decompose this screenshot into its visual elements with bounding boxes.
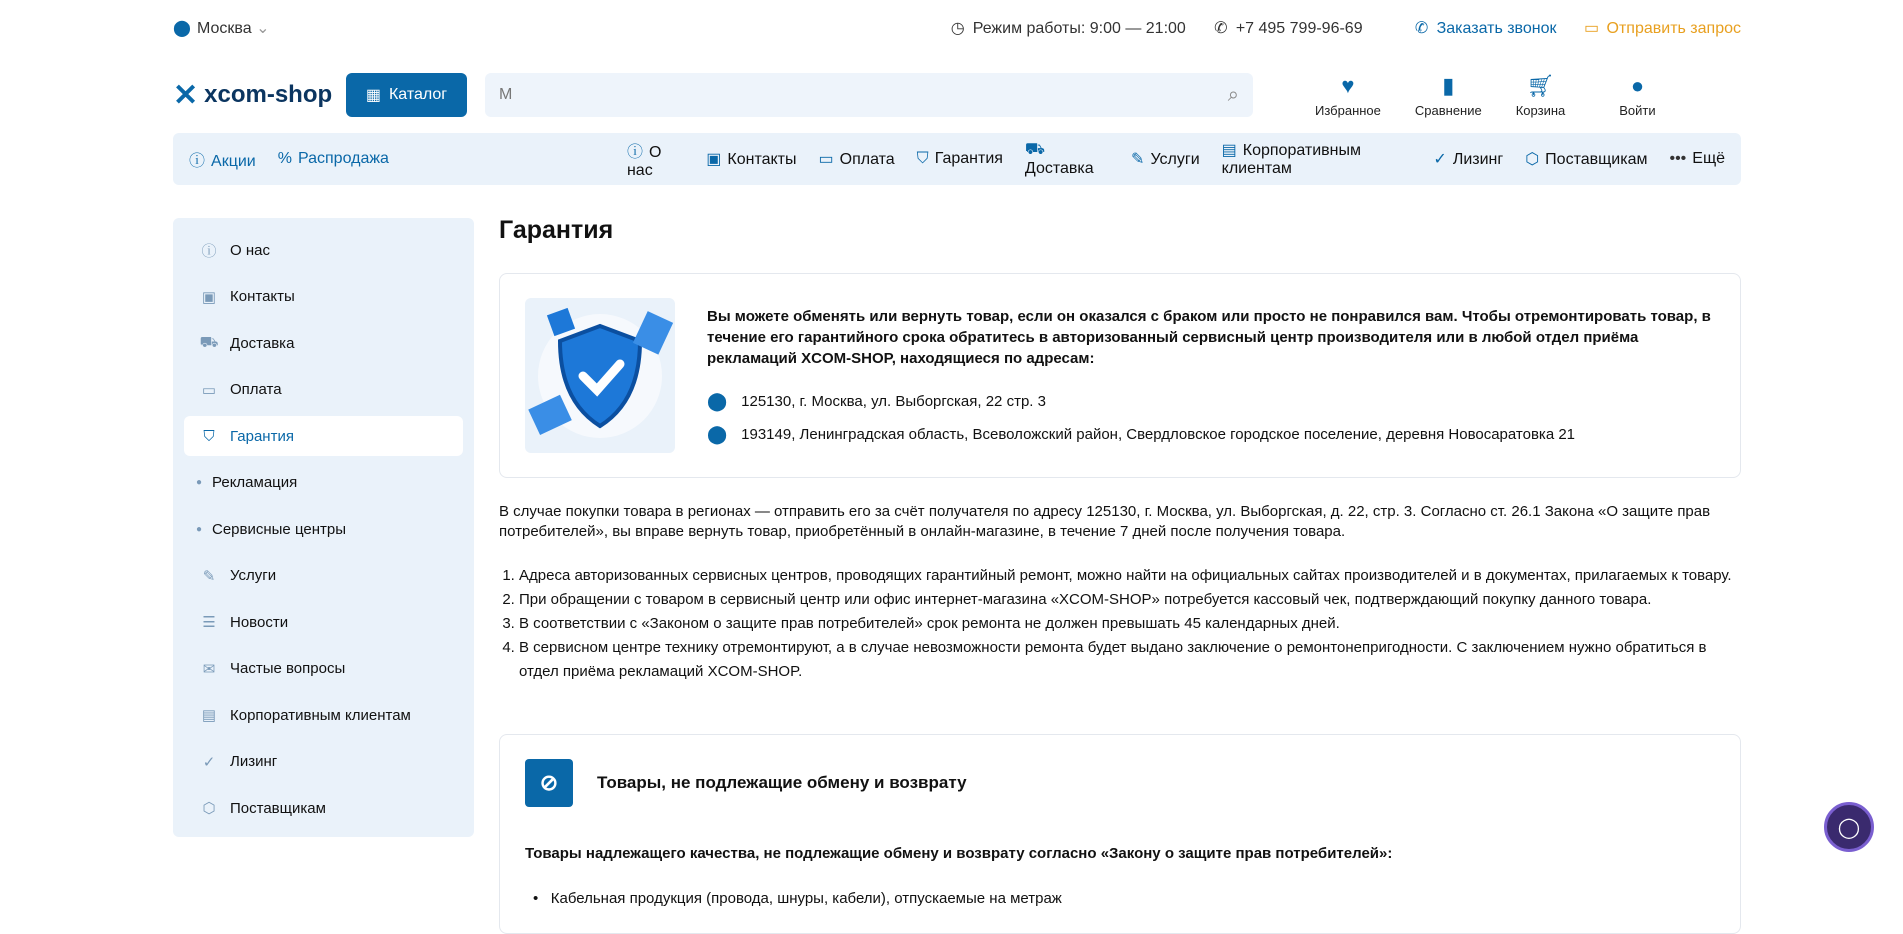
search-icon[interactable]: ⌕ xyxy=(1227,83,1239,106)
nav-sale[interactable]: % Распродажа xyxy=(277,150,389,167)
chat-bubble-icon: ◯ xyxy=(1837,816,1861,839)
sidebar-item[interactable] xyxy=(184,556,463,596)
wrench-icon: ✎ xyxy=(1131,151,1145,168)
list-item: 4. В сервисном центре технику отремонтируют, а в случае невозможности ремонта будет выдано заключение о ремонтонепригодности. С заключением нужно обратиться в отдел приёма рекламаций XCOM-SHOP. xyxy=(519,636,1741,684)
nonreturn-card xyxy=(499,734,1741,934)
request-link[interactable]: ▭ Отправить запрос xyxy=(1583,20,1741,37)
sidebar-item-label: Корпоративным клиентам xyxy=(230,706,411,724)
main-content xyxy=(499,216,1741,934)
nav-leasing[interactable]: ✓ Лизинг xyxy=(1433,151,1504,168)
shield-icon: ⛉ xyxy=(916,150,929,167)
sidebar-icon: ✎ xyxy=(202,567,216,585)
sidebar-icon: ▤ xyxy=(201,707,217,724)
sidebar-item[interactable] xyxy=(184,323,463,363)
nav-services[interactable]: ✎ Услуги xyxy=(1131,151,1200,168)
sidebar-item[interactable] xyxy=(184,742,463,782)
location-pin-icon: ⬤ xyxy=(707,424,728,444)
sidebar-item[interactable] xyxy=(184,416,463,456)
logo[interactable]: ✕ xcom-shop xyxy=(173,78,333,112)
bullet-icon: ● xyxy=(196,477,203,488)
work-hours: ◷ Режим работы: 9:00 — 21:00 xyxy=(949,18,1186,38)
location-pin-icon: ⬤ xyxy=(707,391,728,411)
login-button[interactable]: ● Войти xyxy=(1619,72,1656,118)
heart-icon: ♥ xyxy=(1341,72,1355,98)
address-item: ⬤ 125130, г. Москва, ул. Выборгская, 22 стр. 3 xyxy=(707,391,1046,411)
sidebar-item-label: Сервисные центры xyxy=(212,520,346,538)
top-bar xyxy=(173,16,1741,40)
sidebar-item[interactable] xyxy=(184,277,463,317)
sidebar-item-label: Гарантия xyxy=(230,427,294,445)
sidebar-icon: ▣ xyxy=(201,288,217,306)
location-icon: ⬤ xyxy=(173,20,191,37)
phone-icon: ✆ xyxy=(1214,20,1228,37)
nonreturn-subtitle: Товары надлежащего качества, не подлежащие обмену и возврату согласно «Закону о защите прав потребителей»: xyxy=(525,845,1393,862)
nav-delivery[interactable]: ⛟Доставка xyxy=(1024,141,1094,177)
sidebar-icon: ▭ xyxy=(201,381,217,399)
sidebar-item-label: Рекламация xyxy=(212,474,298,491)
logo-icon: ✕ xyxy=(173,78,199,112)
nav-contacts[interactable]: ▣ Контакты xyxy=(706,151,797,168)
box-icon: ⬡ xyxy=(1525,151,1540,168)
nav-payment[interactable]: ▭ Оплата xyxy=(818,151,895,168)
sidebar-icon: ⓘ xyxy=(201,242,217,260)
nav-suppliers[interactable]: ⬡ Поставщикам xyxy=(1525,151,1648,168)
chat-widget-button[interactable] xyxy=(1824,802,1874,852)
list-item: • Кабельная продукция (провода, шнуры, кабели), отпускаемые на метраж xyxy=(533,890,1062,907)
sidebar-icon: ✉ xyxy=(202,660,216,678)
truck-icon: ⛟ xyxy=(1024,141,1046,158)
sidebar-item-label: Оплата xyxy=(230,381,282,398)
header xyxy=(173,72,1741,118)
search-input[interactable]: М ⌕ xyxy=(485,73,1253,117)
sidebar-item-label: Лизинг xyxy=(230,753,278,770)
sidebar-item-label: Контакты xyxy=(230,288,295,305)
sidebar-icon: ⛉ xyxy=(203,427,215,445)
catalog-button[interactable]: ▦ Каталог xyxy=(346,73,467,117)
warranty-card xyxy=(499,273,1741,478)
alert-icon: ⓘ xyxy=(189,152,206,170)
sidebar-item[interactable] xyxy=(184,370,463,410)
list-item: 1. Адреса авторизованных сервисных центров, проводящих гарантийный ремонт, можно найти на официальных сайтах производителей и в документах, прилагаемых к товару. xyxy=(519,564,1741,588)
nav-warranty[interactable]: ⛉ Гарантия xyxy=(916,150,1003,167)
contacts-icon: ▣ xyxy=(706,151,722,168)
city-selector[interactable]: ⬤ Москва ⌄ xyxy=(173,20,270,37)
clock-icon: ◷ xyxy=(950,20,965,37)
briefcase-icon: ▤ xyxy=(1221,142,1237,159)
sidebar-icon: ✓ xyxy=(202,753,216,771)
sidebar-item[interactable] xyxy=(184,695,463,735)
address-item: ⬤ 193149, Ленинградская область, Всеволожский район, Свердловское городское поселение, деревня Новосаратовка 21 xyxy=(707,424,1576,444)
nav-about[interactable]: ⓘ О нас xyxy=(626,143,662,179)
nonreturn-title: Товары, не подлежащие обмену и возврату xyxy=(597,773,967,792)
info-icon: ⓘ xyxy=(626,143,643,161)
list-item: 3. В соответствии с «Законом о защите прав потребителей» срок ремонта не должен превышать 45 календарных дней. xyxy=(519,612,1741,636)
percent-icon: % xyxy=(277,150,292,167)
sidebar-icon: ⬡ xyxy=(202,800,216,817)
nav-corporate[interactable]: ▤ Корпоративным клиентам xyxy=(1221,142,1361,177)
nav-promo[interactable]: ⓘ Акции xyxy=(189,152,256,170)
clipboard-icon: ✓ xyxy=(1433,151,1447,168)
phone-call-icon: ✆ xyxy=(1414,20,1429,37)
compare-button[interactable]: ▮ Сравнение xyxy=(1414,72,1482,118)
main-nav xyxy=(173,133,1741,185)
sidebar-item[interactable] xyxy=(184,602,463,642)
sidebar-icon: ☰ xyxy=(202,614,216,631)
sidebar-item[interactable] xyxy=(184,649,463,689)
grid-icon: ▦ xyxy=(365,87,381,104)
intro-text: Вы можете обменять или вернуть товар, если он оказался с браком или просто не понравился вам. Чтобы отремонтировать товар, в течение его гарантийного срока обратитесь в авторизованный сервисный центр производителя или в любой отдел приёма рекламаций XCOM-SHOP, находящиеся по адресам: xyxy=(707,308,1711,367)
regions-text: В случае покупки товара в регионах — отправить его за счёт получателя по адресу 125130, г. Москва, ул. Выборгская, д. 22, стр. 3. Согласно ст. 26.1 Закона «О защите прав потребителей», вы вправе вернуть товар, приобретённый в онлайн-магазине, в течение 7 дней после получения товара. xyxy=(499,503,1711,540)
bar-chart-icon: ▮ xyxy=(1442,72,1455,98)
bullet-icon: ● xyxy=(196,523,203,535)
sidebar-icon: ⛟ xyxy=(199,333,219,351)
list-item: 2. При обращении с товаром в сервисный центр или офис интернет-магазина «XCOM-SHOP» потребуется кассовый чек, подтверждающий покупку данного товара. xyxy=(519,588,1741,612)
sidebar xyxy=(173,218,474,837)
sidebar-item-label: Услуги xyxy=(230,567,277,584)
sidebar-item-label: Новости xyxy=(230,613,289,631)
cart-button[interactable]: 🛒︎ Корзина xyxy=(1515,72,1566,118)
sidebar-item[interactable] xyxy=(184,788,463,828)
sidebar-item-label: Частые вопросы xyxy=(230,660,346,677)
no-return-icon: ⊘ xyxy=(525,759,573,807)
sidebar-item[interactable] xyxy=(184,463,463,503)
more-icon: ••• xyxy=(1669,150,1687,167)
favorites-button[interactable]: ♥ Избранное xyxy=(1315,72,1381,118)
wallet-icon: ▭ xyxy=(818,151,834,168)
user-icon: ● xyxy=(1630,72,1645,98)
chevron-down-icon: ⌄ xyxy=(256,20,270,37)
cart-icon: 🛒︎ xyxy=(1526,72,1555,98)
page-title: Гарантия xyxy=(499,216,614,244)
phone-link[interactable]: ✆ +7 495 799-96-69 xyxy=(1212,18,1363,38)
sidebar-item-label: О нас xyxy=(230,241,270,259)
warranty-illustration xyxy=(525,298,675,453)
warranty-list xyxy=(499,564,1741,684)
chat-icon: ▭ xyxy=(1583,20,1600,37)
callback-link[interactable]: ✆ Заказать звонок xyxy=(1413,18,1557,38)
sidebar-item-label: Доставка xyxy=(230,334,295,352)
sidebar-item-label: Поставщикам xyxy=(230,799,326,817)
shield-check-icon xyxy=(525,306,675,446)
sidebar-item[interactable] xyxy=(184,230,463,270)
nav-more[interactable]: ••• Ещё xyxy=(1669,150,1726,167)
sidebar-item[interactable] xyxy=(184,509,463,549)
